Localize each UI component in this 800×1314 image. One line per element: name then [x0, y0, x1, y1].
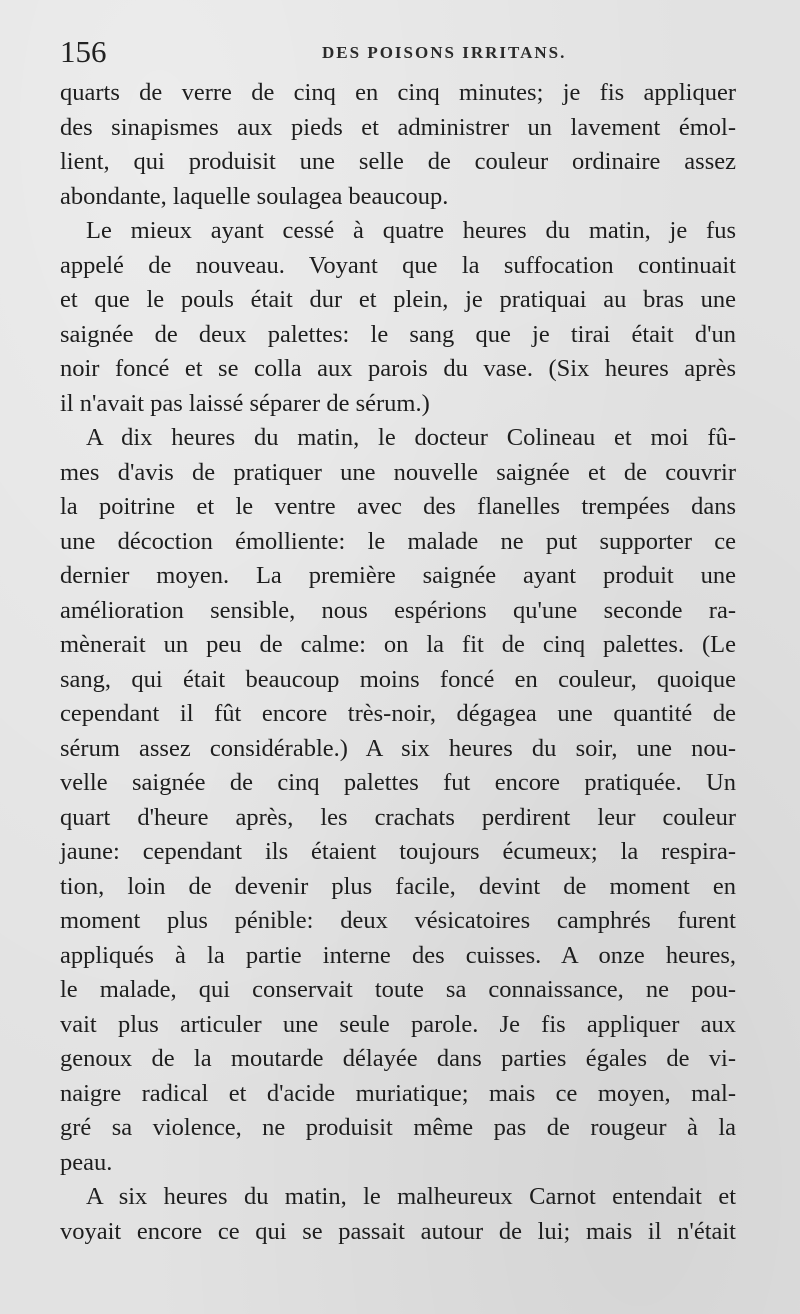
- running-head: DES POISONS IRRITANS.: [322, 43, 567, 62]
- text-line: quarts de verre de cinq en cinq minutes; je fis appliquer: [60, 79, 736, 106]
- text-line: il n'avait pas laissé séparer de sérum.): [60, 389, 430, 417]
- text-line: appliqués à la partie interne des cuisses. A onze heures,: [60, 941, 736, 969]
- body-text: [60, 76, 736, 1249]
- text-line: appelé de nouveau. Voyant que la suffocation continuait: [60, 251, 736, 279]
- text-line: velle saignée de cinq palettes fut encore pratiquée. Un: [60, 769, 736, 796]
- text-line: abondante, laquelle soulagea beaucoup.: [60, 182, 449, 210]
- text-line: le malade, qui conservait toute sa connaissance, ne pou-: [60, 976, 736, 1003]
- text-line: lient, qui produisit une selle de couleur ordinaire assez: [60, 148, 736, 175]
- text-line: genoux de la moutarde délayée dans parties égales de vi-: [60, 1045, 736, 1072]
- text-line: amélioration sensible, nous espérions qu'une seconde ra-: [60, 596, 736, 624]
- text-line: naigre radical et d'acide muriatique; mais ce moyen, mal-: [60, 1079, 736, 1107]
- paragraph-start-line: A six heures du matin, le malheureux Carnot entendait et: [86, 1183, 736, 1210]
- text-line: et que le pouls était dur et plein, je pratiquai au bras une: [60, 286, 736, 313]
- text-line: une décoction émolliente: le malade ne put supporter ce: [60, 527, 736, 555]
- text-line: mes d'avis de pratiquer une nouvelle saignée et de couvrir: [60, 458, 736, 486]
- text-line: jaune: cependant ils étaient toujours écumeux; la respira-: [60, 838, 736, 865]
- text-line: noir foncé et se colla aux parois du vase. (Six heures après: [60, 355, 736, 382]
- text-line: peau.: [60, 1148, 113, 1176]
- paragraph-start-line: Le mieux ayant cessé à quatre heures du matin, je fus: [86, 217, 736, 244]
- text-line: gré sa violence, ne produisit même pas de rougeur à la: [60, 1114, 736, 1141]
- text-line: la poitrine et le ventre avec des flanelles trempées dans: [60, 493, 736, 520]
- text-line: saignée de deux palettes: le sang que je tirai était d'un: [60, 320, 736, 348]
- text-line: vait plus articuler une seule parole. Je fis appliquer aux: [60, 1010, 736, 1038]
- page-header: [60, 34, 740, 74]
- text-line: quart d'heure après, les crachats perdirent leur couleur: [60, 803, 736, 831]
- text-line: cependant il fût encore très-noir, dégagea une quantité de: [60, 700, 736, 727]
- text-line: voyait encore ce qui se passait autour de lui; mais il n'était: [60, 1217, 736, 1245]
- text-line: mènerait un peu de calme: on la fit de cinq palettes. (Le: [60, 631, 736, 658]
- page-number: 156: [60, 34, 107, 69]
- text-line: des sinapismes aux pieds et administrer un lavement émol-: [60, 113, 736, 141]
- paragraph-start-line: A dix heures du matin, le docteur Colineau et moi fû-: [86, 424, 736, 451]
- text-line: moment plus pénible: deux vésicatoires camphrés furent: [60, 907, 736, 934]
- text-line: tion, loin de devenir plus facile, devint de moment en: [60, 872, 736, 900]
- text-line: sérum assez considérable.) A six heures du soir, une nou-: [60, 734, 736, 762]
- text-line: dernier moyen. La première saignée ayant produit une: [60, 562, 736, 589]
- text-line: sang, qui était beaucoup moins foncé en couleur, quoique: [60, 665, 736, 693]
